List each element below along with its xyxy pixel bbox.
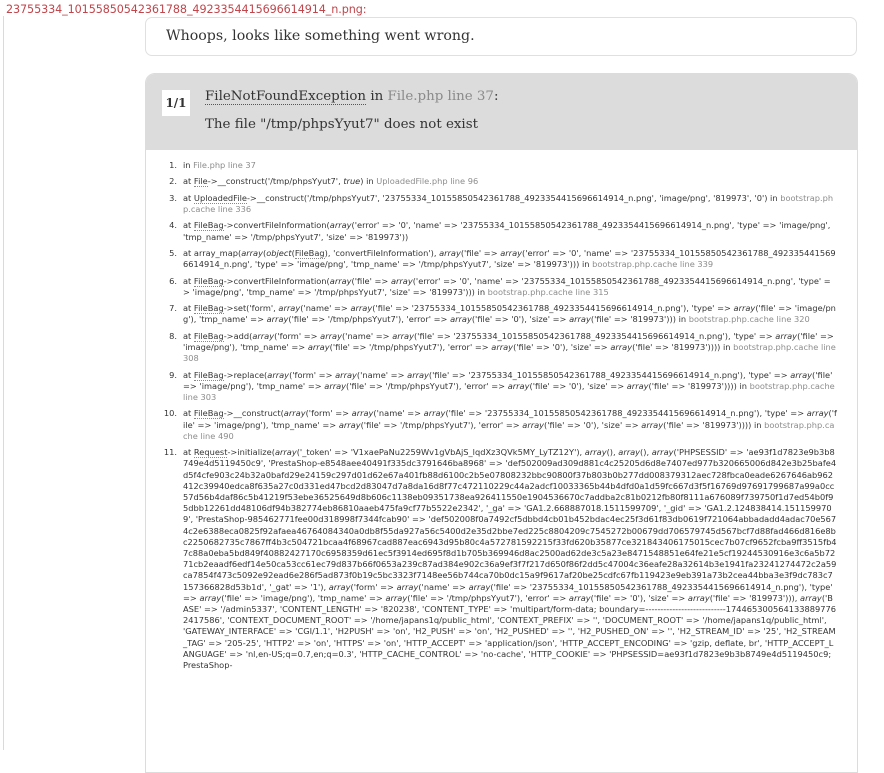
class-name-abbr[interactable]: FileBag: [193, 330, 224, 341]
trace-text: ('file' => 'image/png'), 'tmp_name' =>: [183, 408, 837, 430]
trace-text: ('file' => 'image/png'), 'tmp_name' =>: [221, 592, 386, 603]
trace-text: ->add(: [223, 330, 253, 341]
stack-trace-item: [146, 193, 857, 215]
exception-location: File.php line 37: [387, 89, 494, 104]
type-keyword: array: [328, 581, 351, 592]
trace-text: ('file' => '819973')))) in: [632, 341, 734, 352]
type-keyword: array: [491, 341, 514, 352]
trace-text: at: [183, 192, 194, 203]
stack-trace-number: 6.: [169, 275, 177, 286]
type-keyword: array: [324, 380, 347, 391]
type-keyword: array: [439, 247, 461, 258]
stack-trace-item: [146, 176, 857, 187]
type-keyword: array: [790, 369, 813, 380]
type-keyword: array: [626, 380, 649, 391]
source-location: bootstrap.php.cache line 336: [183, 192, 834, 214]
trace-text: at: [183, 303, 194, 314]
trace-text: ('file' => '/tmp/phpsYyut7'), 'error' =>: [407, 592, 569, 603]
source-location: File.php line 37: [193, 160, 256, 170]
stack-trace-item: [146, 276, 857, 298]
trace-text: ('file' => '23755334_10155850542361788_4923354415696614914_n.png'), 'type' =>: [183, 581, 833, 603]
exception-colon: :: [493, 89, 499, 104]
source-location: bootstrap.php.cache line 315: [487, 286, 609, 297]
trace-text: ('file' => '23755334_10155850542361788_4923354415696614914_n.png'), 'type' =>: [428, 369, 791, 380]
type-keyword: array: [307, 341, 330, 352]
type-keyword: array: [407, 369, 429, 380]
trace-text: ('file' => '/tmp/phpsYyut7'), 'error' =>: [360, 419, 523, 430]
trace-text: ) in: [360, 176, 377, 187]
trace-text: ('file' => 'image/png'), 'tmp_name' =>: [183, 330, 834, 352]
type-keyword: array: [338, 419, 361, 430]
trace-text: (: [263, 247, 267, 258]
trace-text: at: [183, 447, 194, 458]
class-name-abbr[interactable]: File: [193, 176, 208, 187]
exception-in-word: in: [366, 89, 388, 104]
stack-trace-item: [146, 220, 857, 242]
trace-text: at: [183, 330, 194, 341]
trace-text: ->set('form',: [223, 303, 279, 314]
source-location: bootstrap.php.cache line 303: [183, 380, 835, 402]
type-keyword: array: [241, 247, 263, 258]
type-keyword: array: [584, 447, 607, 458]
class-name-abbr[interactable]: FileBag: [193, 369, 224, 380]
exception-header: [146, 74, 857, 150]
trace-text: ('form' =>: [305, 408, 352, 419]
type-keyword: array: [329, 220, 352, 231]
exception-class-name[interactable]: FileNotFoundException: [205, 89, 367, 104]
trace-text: ('file' => 'image/png'), 'tmp_name' =>: [183, 369, 833, 391]
trace-text: ('file' => '819973'))) in: [590, 314, 689, 325]
trace-text: ('file' =>: [460, 247, 501, 258]
whoops-banner: [145, 17, 857, 56]
stack-trace-list: [146, 160, 857, 676]
type-keyword: array: [320, 330, 342, 341]
type-keyword: array: [392, 330, 414, 341]
trace-text: ('file' => '/tmp/phpsYyut7'), 'error' =>: [329, 341, 492, 352]
type-keyword: array: [335, 369, 357, 380]
stack-trace-number: 11.: [163, 447, 177, 458]
trace-text: ('name' =>: [418, 581, 469, 592]
source-location: bootstrap.php.cache line 490: [183, 419, 835, 441]
trace-text: at: [183, 220, 194, 231]
trace-text: ), 'convertFileInformation'),: [324, 247, 440, 258]
trace-text: ('form' =>: [274, 330, 321, 341]
trace-text: ('file' => '/tmp/phpsYyut7'), 'error' =>: [288, 314, 451, 325]
trace-text: ->convertFileInformation(: [223, 220, 330, 231]
class-name-abbr[interactable]: FileBag: [193, 303, 224, 314]
stack-trace-number: 9.: [169, 369, 177, 380]
left-border-rule: [3, 16, 4, 750]
trace-text: ('file' => '819973'))),: [709, 592, 801, 603]
exception-panel: [145, 73, 858, 773]
trace-text: ('name' =>: [356, 369, 408, 380]
class-name-abbr[interactable]: UploadedFile: [193, 192, 247, 203]
type-keyword: array: [423, 408, 446, 419]
type-keyword: array: [687, 592, 710, 603]
type-keyword: array: [568, 592, 591, 603]
class-name-abbr[interactable]: Request: [193, 447, 228, 458]
trace-text: ('file' => '23755334_10155850542361788_4923354415696614914_n.png'), 'type' =>: [372, 303, 734, 314]
trace-text: ('file' => '819973')))) in: [648, 380, 750, 391]
type-keyword: array: [390, 275, 413, 286]
type-keyword: array: [733, 303, 756, 314]
stack-trace-item: [146, 248, 857, 270]
type-keyword: array: [267, 369, 290, 380]
trace-text: ('PHPSESSID' => 'ae93f1d7823e9b3b8749e4d5119450c9', 'PrestaShop-e8548aee40491f335dc3791646ba8968' => 'def502009ad309d881c4c25205d6d8e7407ed977b320665006d842e3b25bafe4d5f4cfe903c24b32a0bafd29e24159c297d01d62e67a401fb88d6100c2b5e07808232bbc90800f37b803b0b277dd008379312aec728fbca0eade6267646ab962412c39940edca8f635a27c0d331ed47bcd2d83047d7a8da16d8f77c472110229c44a2adcf10033365b44b4dfd0a1d59fc667d3f5f16769d97691799687a99a0cc57d56b4daf86c5b41219f53ebe36525649d8b606c1138eb09351738ea926411550e1904536670c7addba2c81b0212fb80f8111a676089f739750f1d7ed54b0f95dbb12261dd48106df94b382774eb86810aaeb475fa9cf77b5522e2342', '_ga' => 'GA1.2.668887018.1511599709', '_gid' => 'GA1.2.124838414.1511599709', 'PrestaShop-985462771fee00d318998f7344fcab90' => 'def502008f0a7492cf5dbbd4cb01b452bdac4ec25f3d61f83db0619f721064abbadadd4adac70e5674c2e6388eca0825f92afaea46764084340a0db8f55da927a56c5400d2e35d2bbe7ed225c8804209c7545272b00679dd706579745d567bcf7d88fad466d816e8bc2250682735c7867ff4b3c504721bcaa4f68967cad887eac6943d95b80c4a572781592215f33fd620b35877ce321843406175015cec7b07cf9652fcba9ff3515fb47c88a0eba5bd849f40882427170c6958359d61ec5f3914ed695f8d1b705b369946d8ac2500ad62de3c5a23e8471548851e64fe21e5cf19244530916e3c6a5b7271cb2eaadf6edf14e50ca53cc61ec79d837b66f0653a239c87ad384e902c36a9ef3f7f217d650f86f2dd5c47004c36eafe28a32614b3e1941fa23241274472c2a59ca7854f473c5092e92ead6e286f5ad873f0b19c5bc3323f7148ee56b744ca70b0dc15a9f9617af20be25cdfc67fb119423e9eb391a73b2cea44bba3e3f9dc783c7157366828d53b1d', '_gat' => '1'),: [183, 447, 837, 592]
trace-text: (: [291, 247, 295, 258]
type-keyword: array: [651, 447, 674, 458]
stack-trace-number: 3.: [169, 192, 177, 203]
source-location: bootstrap.php.cache line 320: [688, 314, 810, 325]
trace-text: ->convertFileInformation(: [223, 275, 330, 286]
trace-text: ('file' => '23755334_10155850542361788_4923354415696614914_n.png'), 'type' =>: [413, 330, 776, 341]
trace-text: ('file' =>: [351, 275, 391, 286]
type-keyword: array: [641, 419, 664, 430]
trace-text: ('file' => '0'), 'size' =>: [513, 341, 611, 352]
type-keyword: array: [610, 341, 633, 352]
trace-text: at: [183, 408, 194, 419]
class-name-abbr[interactable]: FileBag: [193, 220, 224, 231]
type-keyword: array: [199, 592, 222, 603]
trace-text: at array_map(: [183, 247, 242, 258]
trace-text: ('name' =>: [373, 408, 424, 419]
trace-text: in: [183, 160, 194, 170]
trace-text: (),: [606, 447, 619, 458]
type-keyword: array: [500, 247, 523, 258]
type-keyword: array: [507, 380, 530, 391]
type-keyword: array: [278, 303, 301, 314]
exception-counter: 1/1: [162, 90, 190, 116]
type-keyword: array: [266, 314, 289, 325]
stack-trace-item: [146, 160, 857, 171]
trace-text: ('form' =>: [350, 581, 397, 592]
trace-text: at: [183, 369, 194, 380]
uploaded-filename-label: 23755334_10155850542361788_4923354415696614914_n.png:: [6, 3, 367, 16]
type-keyword: array: [274, 447, 297, 458]
trace-text: ('name' =>: [341, 330, 393, 341]
stack-trace-item: [146, 370, 857, 404]
source-location: bootstrap.php.cache line 339: [592, 259, 714, 270]
trace-text: ('file' => '23755334_10155850542361788_4923354415696614914_n.png'), 'type' =>: [445, 408, 807, 419]
type-keyword: array: [569, 314, 591, 325]
type-keyword: true: [343, 176, 361, 187]
type-keyword: array: [800, 592, 822, 603]
type-keyword: array: [775, 330, 798, 341]
trace-text: ->__construct('/tmp/phpsYyut7',: [207, 176, 344, 187]
trace-text: ->__construct(: [223, 408, 284, 419]
stack-trace-number: 2.: [169, 176, 177, 187]
trace-text: ('file' => '/tmp/phpsYyut7'), 'error' =>: [346, 380, 508, 391]
trace-text: ('file' => '0'), 'size' =>: [471, 314, 570, 325]
trace-text: ('error' => '0', 'name' => '23755334_10155850542361788_4923354415696614914_n.png', 'type' => 'image/png', 'tmp_name' => '/tmp/phpsYyut7', 'size' => '819973')): [183, 220, 831, 242]
type-keyword: array: [618, 447, 641, 458]
trace-text: ('file' => '0'), 'size' =>: [544, 419, 642, 430]
stack-trace-number: 5.: [169, 247, 177, 258]
trace-text: ->initialize(: [227, 447, 275, 458]
source-location: UploadedFile.php line 96: [376, 176, 479, 187]
trace-text: ('error' => '0', 'name' => '23755334_10155850542361788_4923354415696614914_n.png', 'type' => 'image/png', 'tmp_name' => '/tmp/phpsYyut7', 'size' => '819973'))) in: [183, 275, 831, 297]
source-location: bootstrap.php.cache line 308: [183, 341, 836, 364]
type-keyword: array: [283, 408, 306, 419]
trace-text: ('file' => '0'), 'size' =>: [590, 592, 688, 603]
type-keyword: array: [806, 408, 829, 419]
trace-text: ('file' => '0'), 'size' =>: [529, 380, 627, 391]
stack-trace-number: 1.: [169, 160, 177, 170]
trace-text: ('file' => 'image/png'), 'tmp_name' =>: [183, 303, 836, 325]
type-keyword: array: [252, 330, 275, 341]
type-keyword: array: [350, 303, 373, 314]
stack-trace-number: 7.: [169, 303, 177, 314]
type-keyword: array: [329, 275, 352, 286]
trace-text: at: [183, 275, 194, 286]
stack-trace-item: [146, 408, 857, 442]
stack-trace-item: [146, 331, 857, 365]
trace-text: ('error' => '0', 'name' => '23755334_10155850542361788_4923354415696614914_n.png', 'type' => 'image/png', 'tmp_name' => '/tmp/phpsYyut7', 'size' => '819973'))) in: [183, 247, 836, 270]
type-keyword: object: [266, 247, 292, 258]
trace-text: ('BASE' => '/admin5337', 'CONTENT_LENGTH' => '820238', 'CONTENT_TYPE' => 'multipart/form-data; boundary=---------------------------174465300564133889776241758​6', 'CONTEXT_DOCUMENT_ROOT' => '/home/japans1q/public_html', 'CONTEXT_PREFIX' => '', 'DOCUMENT_ROOT' => '/home/japans1q/public_html', 'GATEWAY_INTERFACE' => 'CGI/1.1', 'H2PUSH' => 'on', 'H2_PUSH' => 'on', 'H2_PUSHED' => '', 'H2_PUSHED_ON' => '', 'H2_STREAM_ID' => '25', 'H2_STREAM_TAG' => '205-25', 'HTTP2' => 'on', 'HTTPS' => 'on', 'HTTP_ACCEPT' => 'application/json', 'HTTP_ACCEPT_ENCODING' => 'gzip, deflate, br', 'HTTP_ACCEPT_LANGUAGE' => 'nl,en-US;q=0.7,en;q=0.3', 'HTTP_CACHE_CONTROL' => 'no-cache', 'HTTP_COOKIE' => 'PHPSESSID=ae93f1d7823e9b3b8749e4d5119450c9; PrestaShop-: [183, 592, 837, 670]
stack-trace-number: 10.: [163, 408, 177, 419]
trace-text: ('file' => '819973')))) in: [663, 419, 765, 430]
exception-message: The file "/tmp/phpsYyut7" does not exist: [205, 117, 478, 132]
type-keyword: array: [396, 581, 419, 592]
stack-trace-number: 8.: [169, 330, 177, 341]
trace-text: ->replace(: [223, 369, 268, 380]
class-name-abbr[interactable]: FileBag: [193, 275, 224, 286]
trace-text: ('_token' => 'V1xaePaNu2259Wv1gVbAjS_lqdXz3QVk5MY_LyTZ12Y'),: [296, 447, 585, 458]
type-keyword: array: [450, 314, 472, 325]
stack-trace-number: 4.: [169, 220, 177, 231]
type-keyword: array: [385, 592, 408, 603]
stack-trace-item: [146, 303, 857, 325]
trace-text: ->__construct('/tmp/phpsYyut7', '23755334_10155850542361788_4923354415696614914_n.png', 'image/png', '819973', '0') in: [246, 192, 781, 203]
whoops-message: Whoops, looks like something went wrong.: [166, 28, 475, 44]
trace-text: ('name' =>: [300, 303, 351, 314]
trace-text: at: [183, 176, 194, 187]
class-name-abbr[interactable]: FileBag: [294, 247, 325, 258]
type-keyword: array: [468, 581, 491, 592]
trace-text: (),: [640, 447, 652, 458]
type-keyword: array: [522, 419, 545, 430]
trace-text: ('form' =>: [289, 369, 336, 380]
type-keyword: array: [351, 408, 374, 419]
class-name-abbr[interactable]: FileBag: [193, 408, 224, 419]
exception-title: [205, 89, 498, 104]
stack-trace-item: [146, 447, 857, 671]
